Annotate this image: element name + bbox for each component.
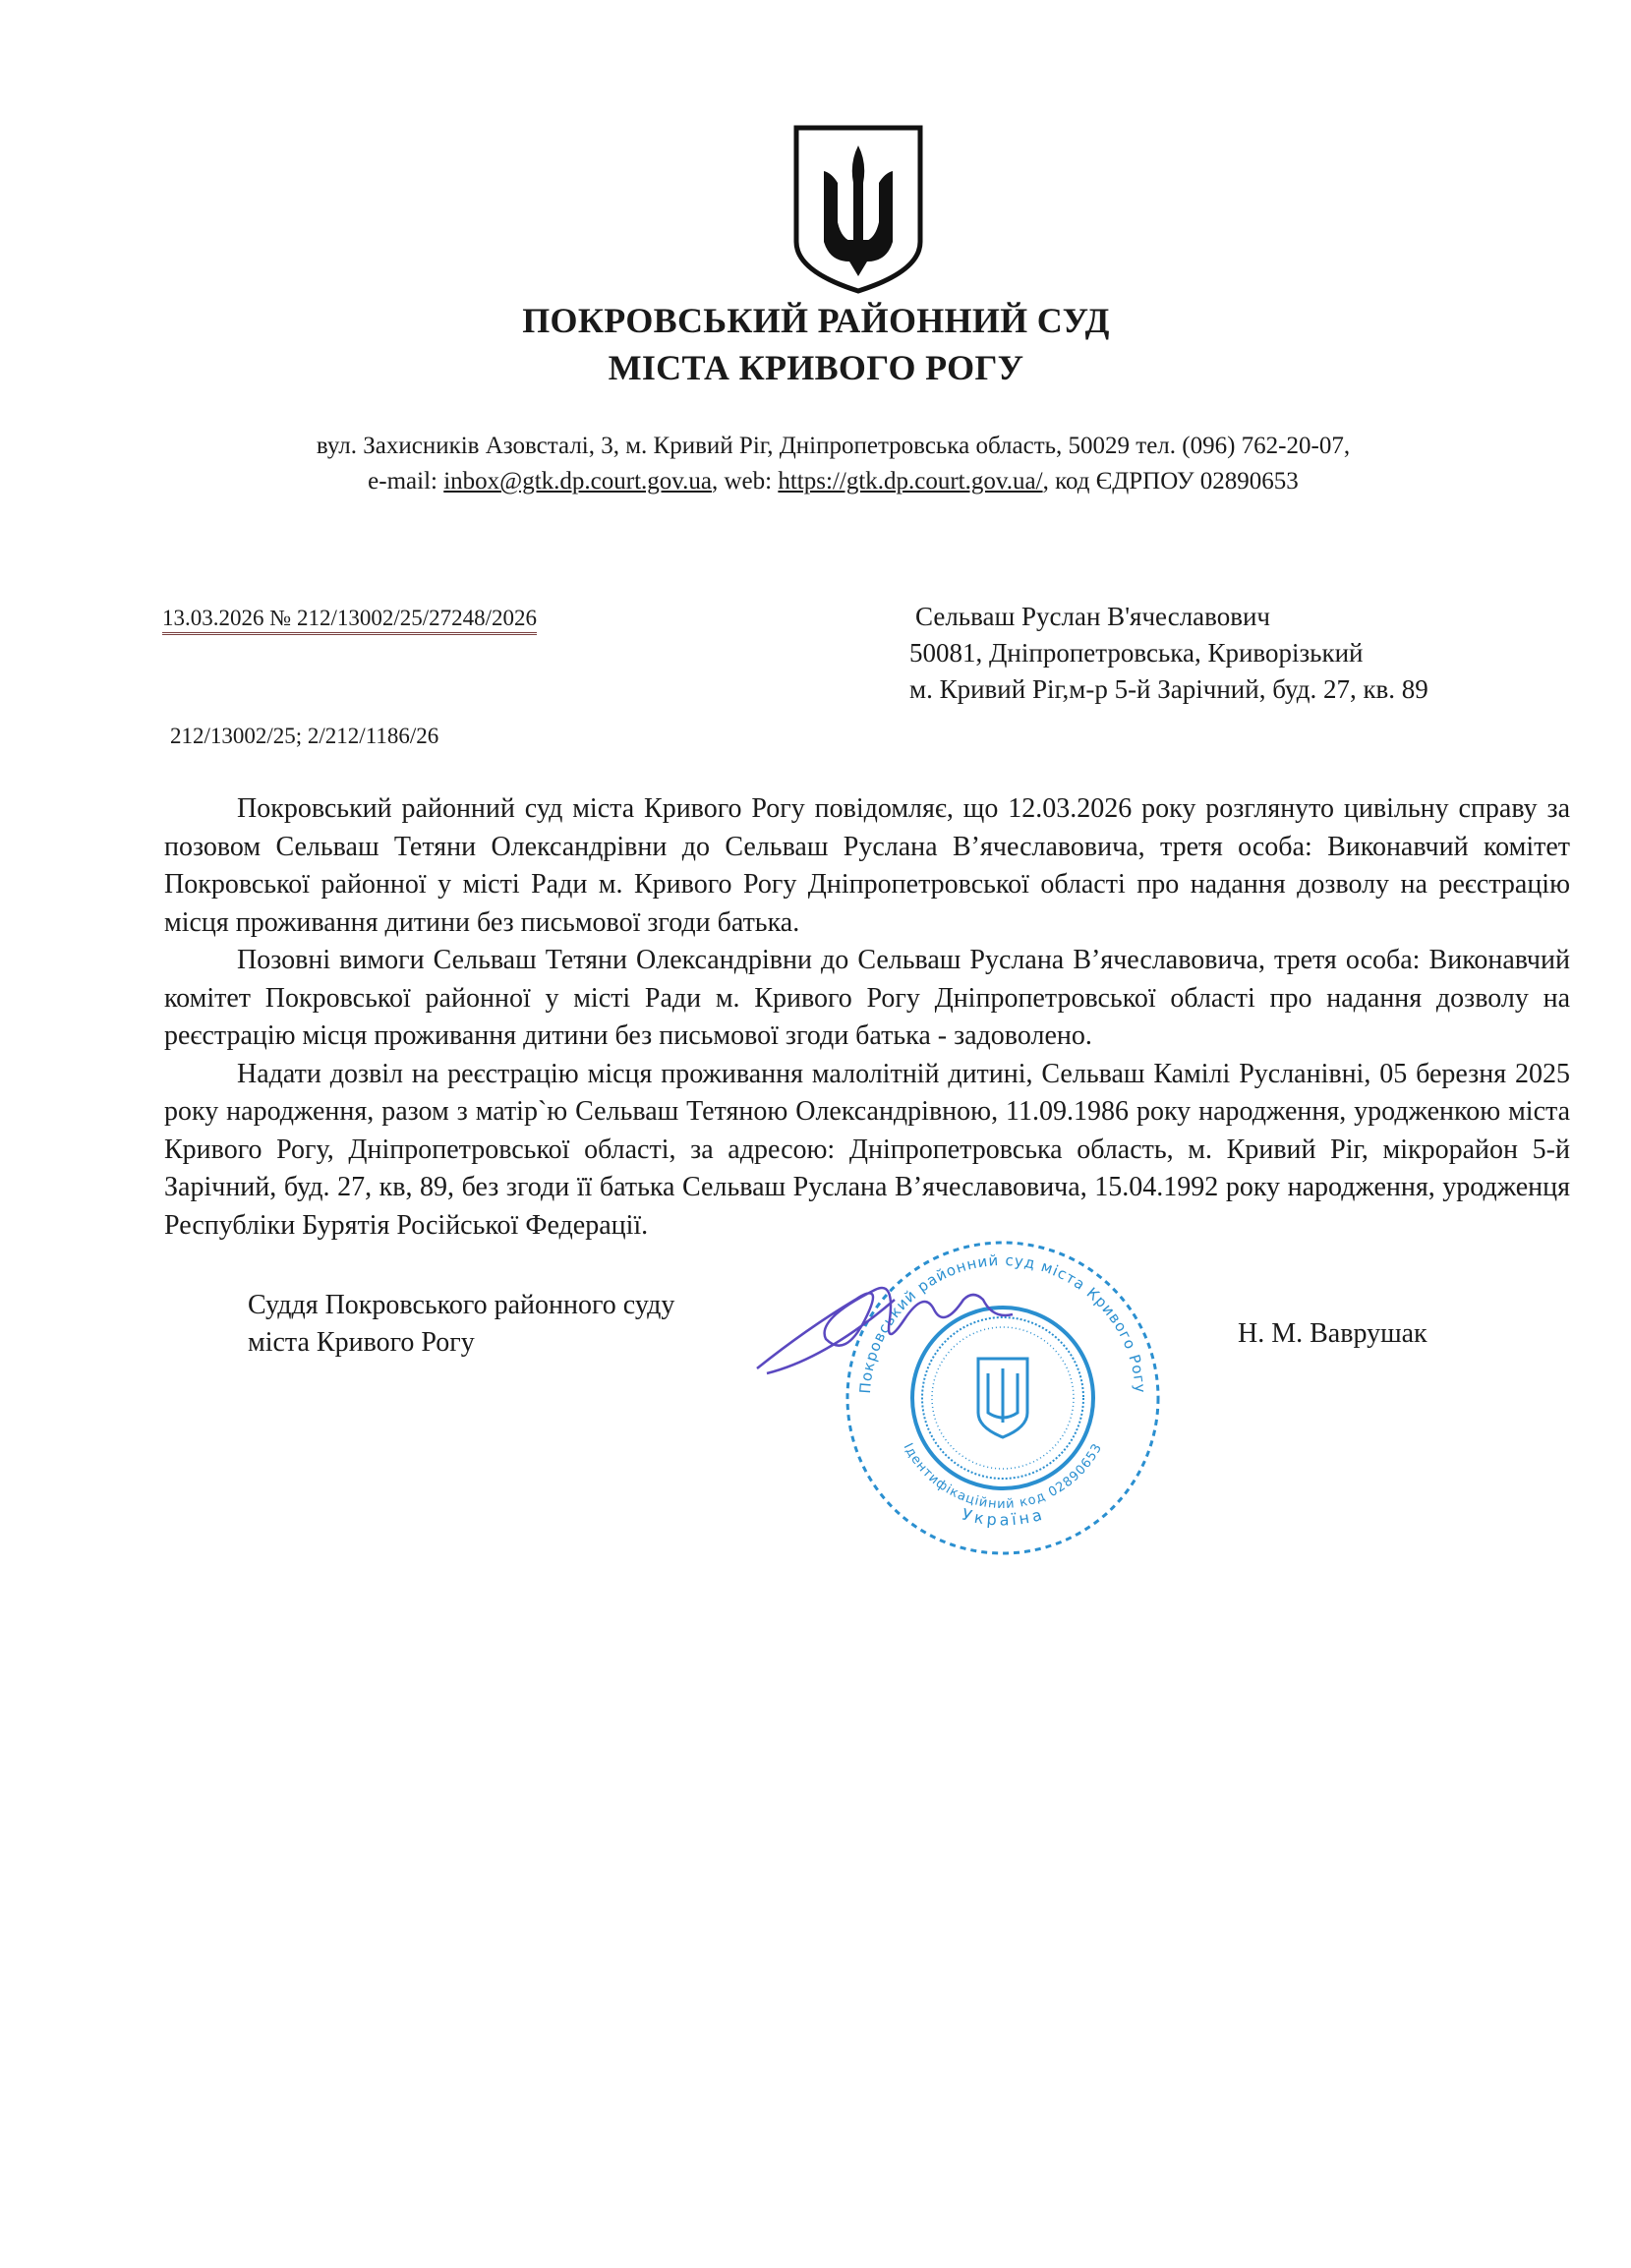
recipient-address-line2: м. Кривий Ріг,м-р 5-й Зарічний, буд. 27, кв. 89 <box>909 674 1428 704</box>
web-label: , web: <box>712 468 779 494</box>
court-name-line2: МІСТА КРИВОГО РОГУ <box>608 348 1024 387</box>
stamp-bottom-text: Україна <box>960 1504 1046 1530</box>
outgoing-date-number: 13.03.2026 № 212/13002/25/27248/2026 <box>162 606 537 635</box>
web-link[interactable]: https://gtk.dp.court.gov.ua/ <box>778 468 1043 494</box>
coat-of-arms-icon <box>792 124 924 295</box>
case-references: 212/13002/25; 2/212/1186/26 <box>170 724 439 748</box>
court-name-line1: ПОКРОВСЬКИЙ РАЙОННИЙ СУД <box>522 301 1110 340</box>
letter-content <box>164 790 1570 1585</box>
judge-position-line1: Суддя Покровського районного суду <box>248 1290 675 1320</box>
stamp-outer-text: Покровський районний суд міста Кривого Рогу <box>855 1250 1149 1395</box>
email-link[interactable]: inbox@gtk.dp.court.gov.ua <box>443 468 712 494</box>
stamp-inner-text: Ідентифікаційний код 02890653 <box>900 1440 1106 1513</box>
court-contacts <box>18 468 1631 495</box>
paragraph-notice: Покровський районний суд міста Кривого Рогу повідомляє, що 12.03.2026 року розглянуто цивільну справу за позовом Сельваш Тетяни Олександрівни до Сельваш Руслана В’ячеславовича, третя особа: Виконавчий комітет Покровської районної у місті Ради м. Кривого Рогу Дніпропетровської області про надання дозволу на реєстрацію місця проживання дитини без письмової згоди батька. <box>164 793 1570 938</box>
letter-body <box>164 790 1570 1245</box>
judge-signature <box>747 1260 1022 1388</box>
paragraph-decision: Позовні вимоги Сельваш Тетяни Олександрівни до Сельваш Руслана В’ячеславовича, третя особа: Виконавчий комітет Покровської районної у місті Ради м. Кривого Рогу Дніпропетровської області про надання дозволу на реєстрацію місця проживання дитини без письмової згоди батька - задоволено. <box>164 945 1570 1051</box>
edrpou-code: , код ЄДРПОУ 02890653 <box>1042 468 1299 494</box>
email-label: e-mail: <box>368 468 444 494</box>
paragraph-permission: Надати дозвіл на реєстрацію місця проживання малолітній дитині, Сельваш Камілі Русланівні, 05 березня 2025 року народження, разом з матір`ю Сельваш Тетяною Олександрівною, 11.09.1986 року народження, уродженкою міста Кривого Рогу, Дніпропетровської області, за адресою: Дніпропетровська область, м. Кривий Ріг, мікрорайон 5-й Зарічний, буд. 27, кв, 89, без згоди її батька Сельваш Руслана В’ячеславовича, 15.04.1992 року народження, уродженця Республіки Бурятія Російської Федерації. <box>164 1058 1570 1241</box>
recipient-address-line1: 50081, Дніпропетровська, Криворізький <box>909 638 1364 668</box>
recipient-name: Сельваш Руслан В'ячеславович <box>915 602 1270 631</box>
judge-position-line2: міста Кривого Рогу <box>248 1327 475 1358</box>
judge-name: Н. М. Ваврушак <box>1238 1318 1427 1349</box>
signature-block <box>164 1250 1570 1585</box>
court-address: вул. Захисників Азовсталі, 3, м. Кривий Ріг, Дніпропетровська область, 50029 тел. (096) 762-20-07, <box>316 433 1351 459</box>
